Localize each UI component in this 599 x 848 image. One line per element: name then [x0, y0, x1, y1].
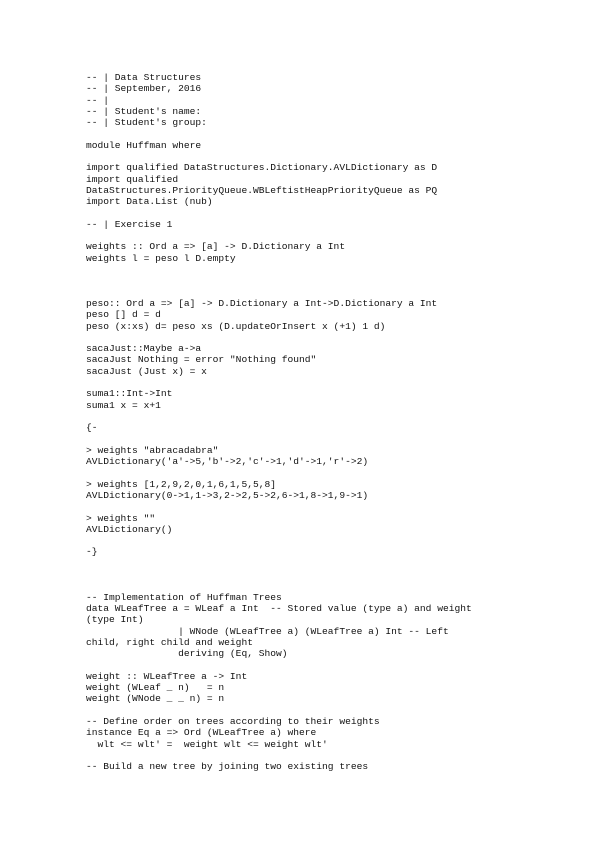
code-line: weight (WNode _ _ n) = n [86, 693, 225, 705]
imports-block [86, 162, 586, 207]
blank-line [86, 659, 586, 670]
code-line: sacaJust Nothing = error "Nothing found" [86, 354, 317, 366]
code-line: peso:: Ord a => [a] -> D.Dictionary a Int->D.Dictionary a Int [86, 297, 438, 309]
code-line: -- | September, 2016 [86, 83, 202, 95]
code-line: suma1 x = x+1 [86, 399, 161, 411]
suma1-definition [86, 388, 586, 411]
peso-definition [86, 298, 586, 332]
code-line: deriving (Eq, Show) [86, 648, 288, 660]
code-line: AVLDictionary('a'->5,'b'->2,'c'->1,'d'->1,'r'->2) [86, 456, 369, 468]
code-line: data WLeafTree a = WLeaf a Int -- Stored value (type a) and weight [86, 602, 472, 614]
build-tree-comment: -- Build a new tree by joining two existing trees [86, 761, 369, 773]
code-line: | WNode (WLeafTree a) (WLeafTree a) Int -- Left [86, 625, 449, 637]
code-line: -- Define order on trees according to their weights [86, 715, 380, 727]
code-line: > weights "abracadabra" [86, 444, 219, 456]
sacajust-definition [86, 343, 586, 377]
blank-line [86, 151, 586, 162]
block-comment-close: -} [86, 546, 98, 558]
weights-definition [86, 241, 586, 264]
code-line: weights l = peso l D.empty [86, 252, 236, 264]
code-line: wlt <= wlt' = weight wlt <= weight wlt' [86, 738, 328, 750]
code-line: weight :: WLeafTree a -> Int [86, 670, 248, 682]
code-line: weight (WLeaf _ n) = n [86, 682, 225, 694]
blank-line [86, 332, 586, 343]
code-line: -- | Student's group: [86, 117, 207, 129]
module-declaration: module Huffman where [86, 139, 202, 151]
example-block [86, 479, 586, 502]
code-line: suma1::Int->Int [86, 388, 173, 400]
code-document [86, 72, 586, 772]
blank-line [86, 434, 586, 445]
code-line: (type Int) [86, 614, 144, 626]
blank-line [86, 128, 586, 139]
code-line: -- | Student's name: [86, 105, 202, 117]
blank-lines [86, 264, 586, 298]
blank-lines [86, 558, 586, 592]
code-line: AVLDictionary(0->1,1->3,2->2,5->2,6->1,8->1,9->1) [86, 489, 369, 501]
code-line: sacaJust::Maybe a->a [86, 343, 202, 355]
blank-line [86, 501, 586, 512]
code-line: > weights "" [86, 512, 156, 524]
huffman-tree-section [86, 592, 586, 660]
code-line: > weights [1,2,9,2,0,1,6,1,5,5,8] [86, 478, 276, 490]
blank-line [86, 208, 586, 219]
code-line: -- Implementation of Huffman Trees [86, 591, 282, 603]
code-line: DataStructures.PriorityQueue.WBLeftistHeapPriorityQueue as PQ [86, 184, 438, 196]
code-line: -- | [86, 94, 110, 106]
code-line: AVLDictionary() [86, 523, 173, 535]
code-line: peso [] d = d [86, 309, 161, 321]
blank-line [86, 750, 586, 761]
exercise-comment: -- | Exercise 1 [86, 218, 173, 230]
code-line: sacaJust (Just x) = x [86, 365, 207, 377]
block-comment-open: {- [86, 422, 98, 434]
code-line: import Data.List (nub) [86, 196, 213, 208]
code-line: import qualified DataStructures.Dictionary.AVLDictionary as D [86, 162, 438, 174]
blank-line [86, 467, 586, 478]
weight-definition [86, 671, 586, 705]
order-instance-section [86, 716, 586, 750]
blank-line [86, 705, 586, 716]
blank-line [86, 411, 586, 422]
example-block [86, 513, 586, 536]
header-comment [86, 72, 586, 128]
blank-line [86, 535, 586, 546]
example-block [86, 445, 586, 468]
blank-line [86, 230, 586, 241]
code-line: instance Eq a => Ord (WLeafTree a) where [86, 727, 317, 739]
blank-line [86, 377, 586, 388]
code-line: weights :: Ord a => [a] -> D.Dictionary a Int [86, 241, 346, 253]
code-line: peso (x:xs) d= peso xs (D.updateOrInsert x (+1) 1 d) [86, 320, 386, 332]
code-line: child, right child and weight [86, 636, 253, 648]
code-line: -- | Data Structures [86, 72, 202, 83]
code-line: import qualified [86, 173, 179, 185]
